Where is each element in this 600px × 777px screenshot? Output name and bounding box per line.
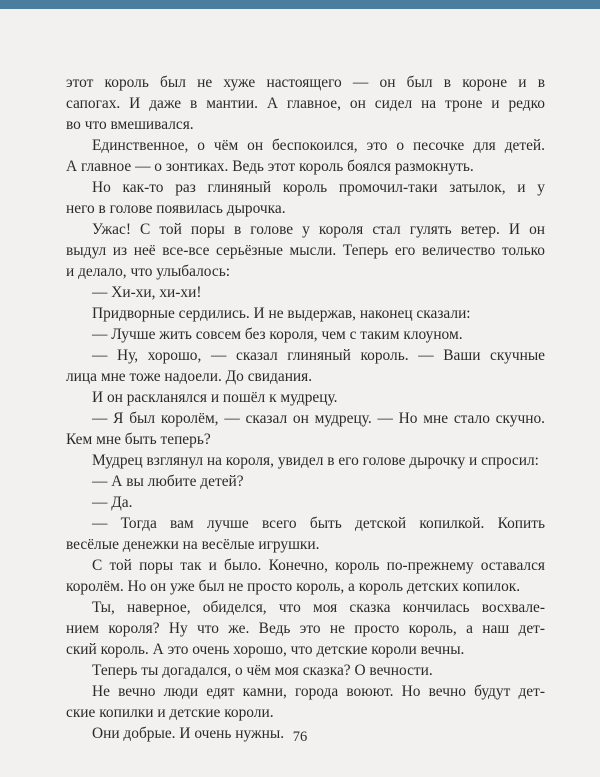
text-line: — Да.	[92, 494, 133, 511]
text-line: ский король. А это очень хорошо, что детские короли вечны.	[66, 641, 465, 658]
text-line: и делало, что улыбалось:	[66, 263, 230, 280]
story-text	[66, 72, 545, 744]
text-line: Мудрец взглянул на короля, увидел в его голове дырочку и спросил:	[92, 452, 539, 469]
text-line: Теперь ты догадался, о чём моя сказка? О вечности.	[92, 662, 433, 679]
text-line: А главное — о зонтиках. Ведь этот король боялся размокнуть.	[66, 158, 474, 175]
text-line: — Ну, хорошо, — сказал глиняный король. — Ваши скучные	[92, 347, 545, 364]
text-line: Единственное, о чём он беспокоился, это о песочке для детей.	[92, 137, 545, 154]
text-line: И он раскланялся и пошёл к мудрецу.	[92, 389, 338, 406]
text-line: С той поры так и было. Конечно, король по-прежнему оставался	[92, 557, 545, 574]
text-line: ские копилки и детские короли.	[66, 704, 274, 721]
text-line: Они добрые. И очень нужны.	[92, 725, 285, 742]
text-line: нием короля? Ну что же. Ведь это не просто король, а наш дет-	[66, 620, 545, 637]
text-line: — Лучше жить совсем без короля, чем с таким клоуном.	[92, 326, 463, 343]
text-line: сапогах. И даже в мантии. А главное, он сидел на троне и редко	[66, 95, 545, 112]
page-number: 76	[292, 729, 308, 745]
text-line: Ужас! С той поры в голове у короля стал гулять ветер. И он	[92, 221, 545, 238]
text-line: него в голове появилась дырочка.	[66, 200, 286, 217]
text-line: — Хи-хи, хи-хи!	[92, 284, 202, 301]
text-line: весёлые денежки на весёлые игрушки.	[66, 536, 320, 553]
text-line: — А вы любите детей?	[92, 473, 244, 490]
text-line: Ты, наверное, обиделся, что моя сказка кончилась восхвале-	[92, 599, 545, 616]
text-line: лица мне тоже надоели. До свидания.	[66, 368, 313, 385]
text-line: этот король был не хуже настоящего — он был в короне и в	[66, 74, 545, 91]
text-line: Кем мне быть теперь?	[66, 431, 211, 448]
text-line: во что вмешивался.	[66, 116, 194, 133]
text-line: Придворные сердились. И не выдержав, наконец сказали:	[92, 305, 471, 322]
book-cover-edge	[0, 0, 600, 9]
text-line: выдул из неё все-все серьёзные мысли. Теперь его величество только	[66, 242, 545, 259]
text-line: Но как-то раз глиняный король промочил-таки затылок, и у	[92, 179, 545, 196]
text-line: королём. Но он уже был не просто король, а король детских копилок.	[66, 578, 521, 595]
book-page	[0, 9, 600, 777]
text-line: — Тогда вам лучше всего быть детской копилкой. Копить	[92, 515, 545, 532]
text-line: Не вечно люди едят камни, города воюют. Но вечно будут дет-	[92, 683, 545, 700]
text-line: — Я был королём, — сказал он мудрецу. — Но мне стало скучно.	[92, 410, 545, 427]
